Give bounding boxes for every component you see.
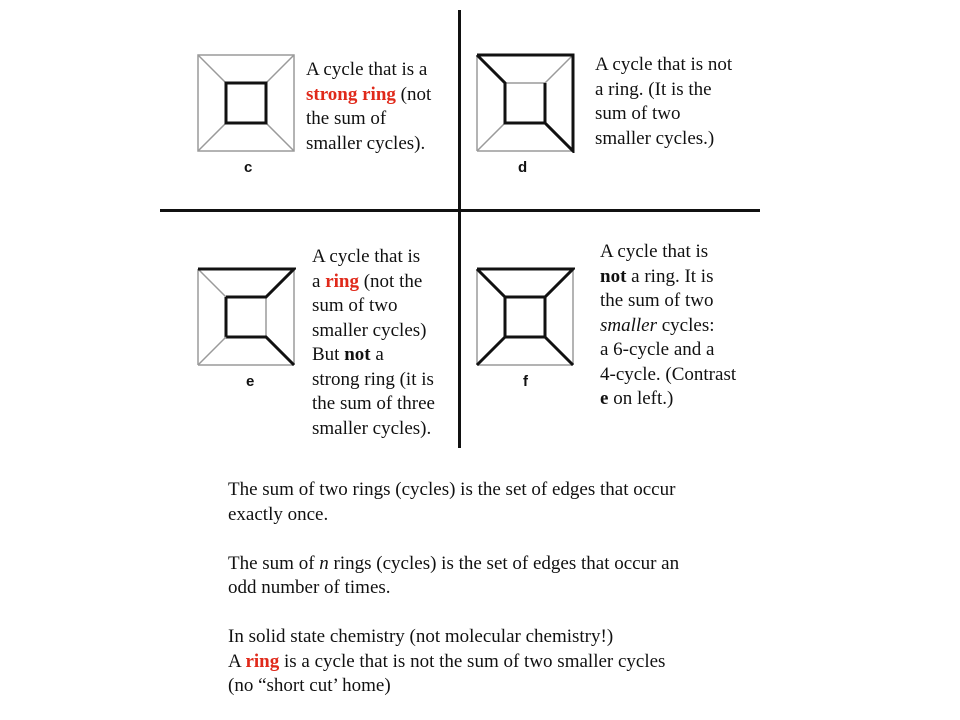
- definitions: [228, 478, 679, 699]
- definition-ring-line-3: (no “short cut’ home): [228, 675, 391, 696]
- caption-c-line-2: [306, 83, 431, 108]
- strong-ring-term: strong ring: [306, 83, 396, 105]
- caption-d-line-4: smaller cycles.): [595, 127, 715, 149]
- caption-f-line-2: [600, 265, 736, 290]
- caption-e-line-5-rest: a: [370, 344, 384, 365]
- caption-d-line-1: A cycle that is not: [595, 54, 733, 75]
- caption-e-line-5-pre: But: [312, 344, 345, 365]
- definition-ring-line-2: [228, 650, 679, 675]
- definition-sum-n-line-2: odd number of times.: [228, 577, 391, 598]
- caption-f-line-7-rest: on left.): [608, 388, 674, 409]
- caption-d-line-3: sum of two: [595, 103, 681, 124]
- definition-sum-n-rest: rings (cycles) is the set of edges that occur an: [328, 552, 680, 574]
- caption-c: [306, 58, 431, 156]
- graph-e: [196, 267, 296, 367]
- ring-term: ring: [325, 270, 359, 292]
- e-ref-term: e: [600, 388, 609, 409]
- smaller-term: smaller: [600, 314, 657, 336]
- label-d: d: [518, 159, 528, 176]
- definition-ring-rest: is a cycle that is not the sum of two smaller cycles: [279, 650, 666, 672]
- caption-e-line-2-rest: (not the: [358, 270, 423, 292]
- caption-e-line-7: the sum of three: [312, 393, 435, 414]
- paragraph-gap: [228, 527, 679, 552]
- caption-f-line-7: [600, 387, 736, 412]
- label-f: f: [523, 373, 528, 390]
- caption-c-line-3: the sum of: [306, 108, 387, 129]
- n-variable: n: [319, 552, 329, 574]
- caption-f-line-6: 4-cycle. (Contrast: [600, 363, 737, 385]
- caption-e-line-2: [312, 270, 435, 295]
- definition-sum-n-line-1: [228, 552, 679, 577]
- caption-f-line-2-rest: a ring. It is: [626, 265, 714, 287]
- label-e: e: [246, 373, 255, 390]
- vertical-divider: [458, 10, 461, 448]
- definition-ring-pre: A: [228, 650, 246, 672]
- caption-e-line-8: smaller cycles).: [312, 417, 432, 439]
- definition-ring-line-1: In solid state chemistry (not molecular chemistry!): [228, 626, 614, 647]
- caption-f-line-1: A cycle that is: [600, 241, 709, 262]
- caption-e-line-4: smaller cycles): [312, 319, 427, 341]
- graph-d: [475, 53, 575, 153]
- not-term: not: [344, 344, 371, 365]
- graph-c: [196, 53, 296, 153]
- caption-e-line-5: [312, 343, 435, 368]
- label-c: c: [244, 159, 253, 176]
- graph-f: [475, 267, 575, 367]
- caption-c-line-4: smaller cycles).: [306, 132, 426, 154]
- caption-f-line-4-rest: cycles:: [657, 314, 715, 336]
- caption-f-line-5: a 6-cycle and a: [600, 339, 715, 360]
- caption-e-line-1: A cycle that is: [312, 246, 421, 267]
- caption-e-line-3: sum of two: [312, 295, 398, 316]
- caption-c-line-1: A cycle that is a: [306, 59, 428, 80]
- caption-f-line-4: [600, 314, 736, 339]
- definition-sum-two-line-1: The sum of two rings (cycles) is the set of edges that occur: [228, 479, 676, 500]
- caption-e-line-6: strong ring (it is: [312, 368, 434, 390]
- paragraph-gap: [228, 601, 679, 626]
- definition-sum-n-pre: The sum of: [228, 552, 320, 574]
- caption-d: [595, 53, 732, 151]
- caption-d-line-2: a ring. (It is the: [595, 78, 712, 100]
- caption-f: [600, 240, 736, 412]
- horizontal-divider: [160, 209, 760, 212]
- caption-c-line-2-rest: (not: [395, 83, 432, 105]
- caption-f-line-3: the sum of two: [600, 290, 714, 311]
- caption-e-line-2-pre: a: [312, 270, 326, 292]
- ring-term-definition: ring: [245, 650, 280, 672]
- not-term-f: not: [600, 265, 627, 287]
- definition-sum-two-line-2: exactly once.: [228, 503, 329, 525]
- caption-e: [312, 245, 435, 441]
